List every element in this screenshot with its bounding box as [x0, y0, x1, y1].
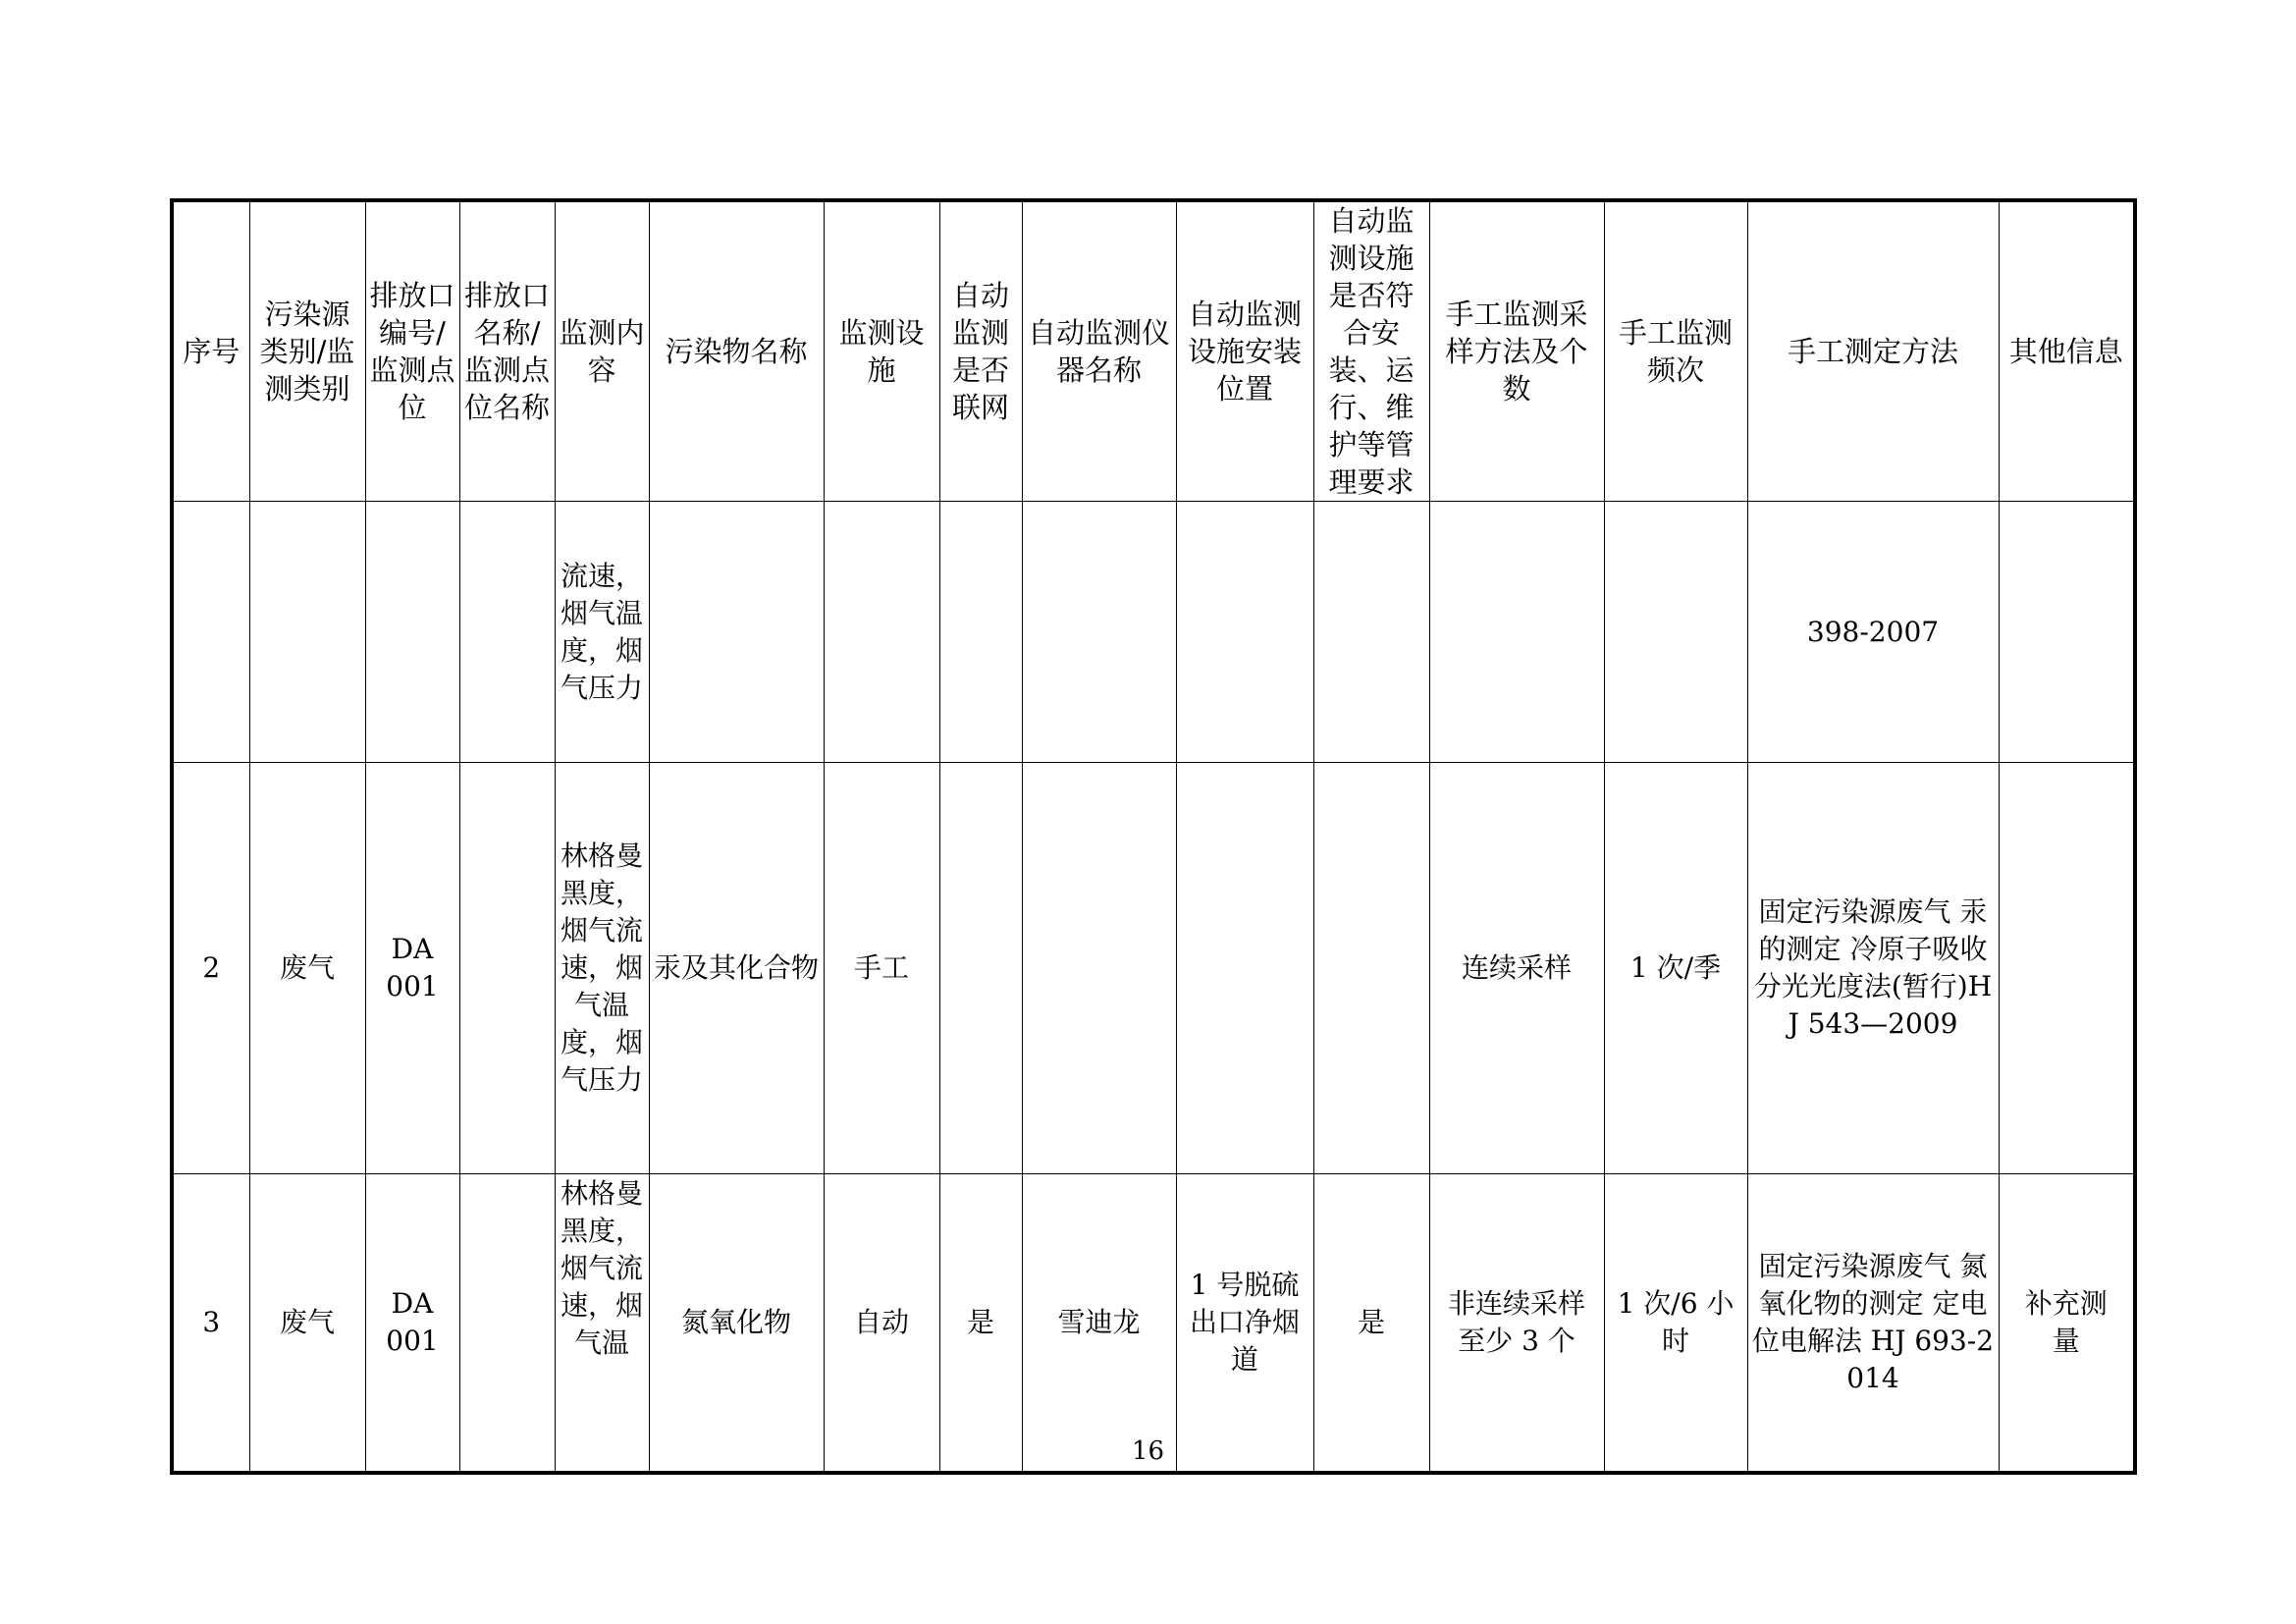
cell-sampling: [1429, 502, 1604, 763]
cell-other: 补充测量: [1999, 1174, 2135, 1473]
header-cell-category: 污染源类别/监测类别: [249, 200, 365, 502]
cell-no: [172, 502, 249, 763]
cell-instrument: [1022, 763, 1176, 1174]
header-row: [172, 200, 2135, 502]
cell-compliant: [1313, 763, 1429, 1174]
cell-no: 3: [172, 1174, 249, 1473]
cell-sampling: 连续采样: [1429, 763, 1604, 1174]
cell-method: 398-2007: [1747, 502, 1999, 763]
cell-content: 林格曼黑度，烟气流速，烟气温: [555, 1174, 649, 1473]
cell-frequency: 1 次/季: [1604, 763, 1747, 1174]
cell-location: [1176, 763, 1313, 1174]
cell-outlet-code: [365, 502, 459, 763]
header-cell-outlet-name: 排放口名称/监测点位名称: [459, 200, 555, 502]
cell-outlet-name: [459, 763, 555, 1174]
cell-outlet-name: [459, 502, 555, 763]
header-cell-sampling: 手工监测采样方法及个数: [1429, 200, 1604, 502]
header-cell-networked: 自动监测是否联网: [939, 200, 1022, 502]
table-row: [172, 502, 2135, 763]
header-cell-content: 监测内容: [555, 200, 649, 502]
cell-pollutant: [649, 502, 824, 763]
cell-sampling: 非连续采样 至少 3 个: [1429, 1174, 1604, 1473]
cell-facility: 自动: [824, 1174, 939, 1473]
cell-method: 固定污染源废气 汞的测定 冷原子吸收分光光度法(暂行)HJ 543—2009: [1747, 763, 1999, 1174]
monitoring-table: [170, 198, 2137, 1475]
page-number: 16: [1131, 1436, 1165, 1466]
cell-outlet-code: DA001: [365, 1174, 459, 1473]
cell-frequency: [1604, 502, 1747, 763]
header-cell-other: 其他信息: [1999, 200, 2135, 502]
cell-outlet-name: [459, 1174, 555, 1473]
header-cell-location: 自动监测设施安装位置: [1176, 200, 1313, 502]
cell-networked: 是: [939, 1174, 1022, 1473]
cell-location: 1 号脱硫出口净烟道: [1176, 1174, 1313, 1473]
cell-no: 2: [172, 763, 249, 1174]
cell-networked: [939, 763, 1022, 1174]
cell-category: [249, 502, 365, 763]
cell-instrument: [1022, 502, 1176, 763]
cell-pollutant: 氮氧化物: [649, 1174, 824, 1473]
header-cell-outlet-code: 排放口编号/监测点位: [365, 200, 459, 502]
cell-category: 废气: [249, 1174, 365, 1473]
table-row: [172, 763, 2135, 1174]
cell-compliant: 是: [1313, 1174, 1429, 1473]
header-cell-facility: 监测设施: [824, 200, 939, 502]
cell-compliant: [1313, 502, 1429, 763]
header-cell-frequency: 手工监测频次: [1604, 200, 1747, 502]
cell-facility: [824, 502, 939, 763]
header-cell-compliant: 自动监测设施是否符合安装、运行、维护等管理要求: [1313, 200, 1429, 502]
table-row: [172, 1174, 2135, 1473]
cell-content: 流速，烟气温度，烟气压力: [555, 502, 649, 763]
header-cell-seq: 序号: [172, 200, 249, 502]
cell-content: 林格曼黑度，烟气流速，烟气温度，烟气压力: [555, 763, 649, 1174]
header-cell-pollutant: 污染物名称: [649, 200, 824, 502]
cell-frequency: 1 次/6 小时: [1604, 1174, 1747, 1473]
header-cell-method: 手工测定方法: [1747, 200, 1999, 502]
cell-location: [1176, 502, 1313, 763]
cell-outlet-code: DA001: [365, 763, 459, 1174]
cell-method: 固定污染源废气 氮氧化物的测定 定电位电解法 HJ 693-2014: [1747, 1174, 1999, 1473]
cell-networked: [939, 502, 1022, 763]
cell-facility: 手工: [824, 763, 939, 1174]
cell-instrument: 雪迪龙: [1022, 1174, 1176, 1473]
cell-other: [1999, 763, 2135, 1174]
cell-category: 废气: [249, 763, 365, 1174]
cell-other: [1999, 502, 2135, 763]
cell-pollutant: 汞及其化合物: [649, 763, 824, 1174]
header-cell-instrument: 自动监测仪器名称: [1022, 200, 1176, 502]
